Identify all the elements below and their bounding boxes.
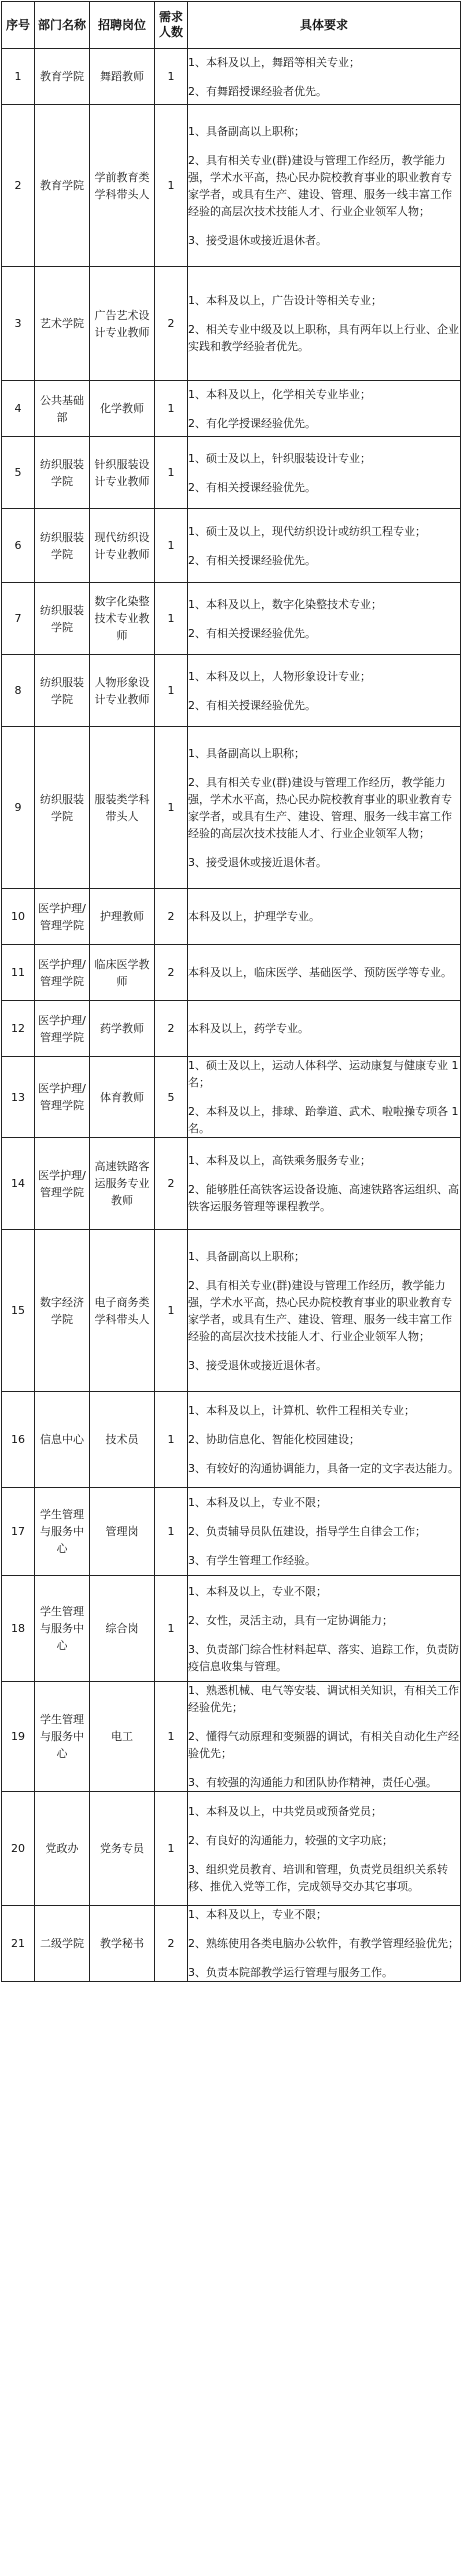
headcount: 1 <box>155 727 188 889</box>
table-header <box>2 2 461 49</box>
row-number: 19 <box>2 1682 35 1792</box>
requirement-line: 1、本科及以上，人物形象设计专业； <box>188 669 371 683</box>
table-row <box>2 509 461 583</box>
row-number: 15 <box>2 1230 35 1392</box>
headcount: 2 <box>155 889 188 945</box>
requirement-line: 1、具备副高以上职称； <box>188 124 305 138</box>
requirement-line: 1、本科及以上，高铁乘务服务专业； <box>188 1154 371 1167</box>
position-name: 技术员 <box>90 1392 155 1488</box>
table-row <box>2 1230 461 1392</box>
requirement-line: 3、接受退休或接近退休者。 <box>188 233 327 247</box>
headcount: 2 <box>155 1001 188 1057</box>
requirement-line: 1、本科及以上，化学相关专业毕业； <box>188 387 371 401</box>
requirements-cell <box>188 1230 461 1392</box>
headcount: 1 <box>155 381 188 437</box>
requirement-line: 1、具备副高以上职称； <box>188 1249 305 1263</box>
department-name: 医学护理/管理学院 <box>35 1138 90 1230</box>
requirements-cell <box>188 509 461 583</box>
row-number: 16 <box>2 1392 35 1488</box>
headcount: 2 <box>155 945 188 1001</box>
row-number: 17 <box>2 1488 35 1576</box>
table-row <box>2 1488 461 1576</box>
row-number: 12 <box>2 1001 35 1057</box>
department-name: 学生管理与服务中心 <box>35 1488 90 1576</box>
requirements-cell <box>188 1392 461 1488</box>
table-row <box>2 1682 461 1792</box>
position-name: 药学教师 <box>90 1001 155 1057</box>
headcount: 1 <box>155 655 188 727</box>
requirement-line: 2、具有相关专业(群)建设与管理工作经历，教学能力强，学术水平高，热心民办院校教育事业的职业教育专家学者，或具有生产、建设、管理、服务一线丰富工作经验的高层次技术技能人才、行业企业领军人物； <box>188 153 452 218</box>
requirement-line: 2、有相关授课经验优先。 <box>188 626 316 640</box>
requirements-cell <box>188 1792 461 1906</box>
table-row <box>2 583 461 655</box>
headcount: 1 <box>155 509 188 583</box>
department-name: 纺织服装学院 <box>35 583 90 655</box>
row-number: 6 <box>2 509 35 583</box>
requirements-cell <box>188 583 461 655</box>
headcount: 1 <box>155 1488 188 1576</box>
headcount: 1 <box>155 437 188 509</box>
requirement-line: 2、能够胜任高铁客运设备设施、高速铁路客运组织、高铁客运服务管理等课程教学。 <box>188 1183 459 1213</box>
header-dept: 部门名称 <box>35 2 90 49</box>
requirement-line: 3、有较强的沟通能力和团队协作精神，责任心强。 <box>188 1776 437 1789</box>
requirement-line: 1、具备副高以上职称； <box>188 746 305 760</box>
recruitment-table <box>1 1 461 1982</box>
requirements-cell <box>188 267 461 381</box>
requirement-line: 3、负责部门综合性材料起草、落实、追踪工作，负责防疫信息收集与管理。 <box>188 1642 459 1673</box>
table-row <box>2 1057 461 1138</box>
row-number: 9 <box>2 727 35 889</box>
position-name: 临床医学教师 <box>90 945 155 1001</box>
requirements-cell <box>188 105 461 267</box>
row-number: 18 <box>2 1576 35 1682</box>
table-row <box>2 267 461 381</box>
requirement-line: 2、负责辅导员队伍建设，指导学生自律会工作； <box>188 1525 426 1538</box>
department-name: 医学护理/管理学院 <box>35 889 90 945</box>
requirement-line: 1、本科及以上，计算机、软件工程相关专业； <box>188 1404 415 1417</box>
requirement-line: 1、硕士及以上，现代纺织设计或纺织工程专业； <box>188 524 426 538</box>
table-row <box>2 49 461 105</box>
position-name: 现代纺织设计专业教师 <box>90 509 155 583</box>
requirements-cell <box>188 49 461 105</box>
headcount: 1 <box>155 1792 188 1906</box>
table-row <box>2 381 461 437</box>
requirements-cell <box>188 1576 461 1682</box>
requirement-line: 3、接受退休或接近退休者。 <box>188 855 327 869</box>
header-requirements: 具体要求 <box>188 2 461 49</box>
table-row <box>2 1906 461 1982</box>
position-name: 数字化染整技术专业教师 <box>90 583 155 655</box>
requirement-line: 1、本科及以上，广告设计等相关专业； <box>188 294 382 307</box>
headcount: 1 <box>155 1682 188 1792</box>
requirement-line: 1、本科及以上，舞蹈等相关专业； <box>188 55 360 69</box>
requirement-line: 2、有相关授课经验优先。 <box>188 553 316 567</box>
department-name: 医学护理/管理学院 <box>35 945 90 1001</box>
department-name: 纺织服装学院 <box>35 437 90 509</box>
requirements-cell <box>188 381 461 437</box>
department-name: 纺织服装学院 <box>35 509 90 583</box>
position-name: 护理教师 <box>90 889 155 945</box>
department-name: 信息中心 <box>35 1392 90 1488</box>
requirement-line: 2、女性，灵活主动，具有一定协调能力； <box>188 1613 393 1627</box>
department-name: 教育学院 <box>35 105 90 267</box>
requirement-line: 本科及以上，护理学专业。 <box>188 910 320 923</box>
requirement-line: 1、本科及以上，数字化染整技术专业； <box>188 597 382 611</box>
requirements-cell <box>188 727 461 889</box>
row-number: 11 <box>2 945 35 1001</box>
row-number: 5 <box>2 437 35 509</box>
department-name: 医学护理/管理学院 <box>35 1001 90 1057</box>
requirements-cell <box>188 655 461 727</box>
requirement-line: 2、有化学授课经验优先。 <box>188 416 316 430</box>
row-number: 3 <box>2 267 35 381</box>
headcount: 1 <box>155 1576 188 1682</box>
requirement-line: 2、有舞蹈授课经验者优先。 <box>188 84 327 98</box>
header-count: 需求人数 <box>155 2 188 49</box>
department-name: 数字经济学院 <box>35 1230 90 1392</box>
position-name: 针织服装设计专业教师 <box>90 437 155 509</box>
table-row <box>2 1792 461 1906</box>
row-number: 1 <box>2 49 35 105</box>
department-name: 医学护理/管理学院 <box>35 1057 90 1138</box>
requirements-cell <box>188 945 461 1001</box>
position-name: 化学教师 <box>90 381 155 437</box>
department-name: 二级学院 <box>35 1906 90 1982</box>
requirement-line: 3、有较好的沟通协调能力，具备一定的文字表达能力。 <box>188 1462 459 1475</box>
requirement-line: 2、有良好的沟通能力，较强的文字功底； <box>188 1833 393 1847</box>
requirement-line: 2、本科及以上，排球、跆拳道、武术、啦啦操专项各 1 名。 <box>188 1105 459 1135</box>
requirements-cell <box>188 1906 461 1982</box>
requirement-line: 本科及以上，药学专业。 <box>188 1022 309 1035</box>
table-row <box>2 1138 461 1230</box>
table-row <box>2 1392 461 1488</box>
headcount: 2 <box>155 1906 188 1982</box>
requirement-line: 1、硕士及以上，运动人体科学、运动康复与健康专业 1 名； <box>188 1059 459 1089</box>
requirement-line: 本科及以上，临床医学、基础医学、预防医学等专业。 <box>188 966 452 979</box>
table-row <box>2 105 461 267</box>
headcount: 1 <box>155 1230 188 1392</box>
position-name: 党务专员 <box>90 1792 155 1906</box>
table-row <box>2 945 461 1001</box>
row-number: 14 <box>2 1138 35 1230</box>
row-number: 2 <box>2 105 35 267</box>
table-row <box>2 655 461 727</box>
requirement-line: 1、本科及以上，中共党员或预备党员； <box>188 1804 382 1818</box>
position-name: 教学秘书 <box>90 1906 155 1982</box>
position-name: 综合岗 <box>90 1576 155 1682</box>
headcount: 1 <box>155 583 188 655</box>
department-name: 纺织服装学院 <box>35 727 90 889</box>
row-number: 21 <box>2 1906 35 1982</box>
requirements-cell <box>188 1488 461 1576</box>
position-name: 管理岗 <box>90 1488 155 1576</box>
headcount: 1 <box>155 105 188 267</box>
requirement-line: 1、本科及以上，专业不限； <box>188 1584 327 1598</box>
headcount: 2 <box>155 267 188 381</box>
table-row <box>2 1001 461 1057</box>
requirement-line: 3、负责本院部教学运行管理与服务工作。 <box>188 1966 393 1979</box>
requirements-cell <box>188 1057 461 1138</box>
requirement-line: 2、具有相关专业(群)建设与管理工作经历，教学能力强，学术水平高，热心民办院校教育事业的职业教育专家学者，或具有生产、建设、管理、服务一线丰富工作经验的高层次技术技能人才、行业企业领军人物； <box>188 775 452 840</box>
table-row <box>2 437 461 509</box>
position-name: 广告艺术设计专业教师 <box>90 267 155 381</box>
requirement-line: 1、熟悉机械、电气等安装、调试相关知识，有相关工作经验优先； <box>188 1684 459 1714</box>
department-name: 学生管理与服务中心 <box>35 1682 90 1792</box>
requirement-line: 2、有相关授课经验优先。 <box>188 698 316 712</box>
requirement-line: 2、懂得气动原理和变频器的调试，有相关自动化生产经验优先； <box>188 1730 459 1760</box>
requirements-cell <box>188 889 461 945</box>
headcount: 1 <box>155 49 188 105</box>
headcount: 1 <box>155 1392 188 1488</box>
department-name: 艺术学院 <box>35 267 90 381</box>
table-body <box>2 49 461 1982</box>
requirements-cell <box>188 1001 461 1057</box>
requirement-line: 3、有学生管理工作经验。 <box>188 1554 316 1567</box>
requirement-line: 2、具有相关专业(群)建设与管理工作经历，教学能力强，学术水平高，热心民办院校教育事业的职业教育专家学者，或具有生产、建设、管理、服务一线丰富工作经验的高层次技术技能人才、行业企业领军人物； <box>188 1278 452 1343</box>
requirement-line: 3、接受退休或接近退休者。 <box>188 1358 327 1372</box>
position-name: 体育教师 <box>90 1057 155 1138</box>
row-number: 4 <box>2 381 35 437</box>
requirements-cell <box>188 1682 461 1792</box>
requirement-line: 2、相关专业中级及以上职称，具有两年以上行业、企业实践和教学经验者优先。 <box>188 323 459 353</box>
department-name: 纺织服装学院 <box>35 655 90 727</box>
requirements-cell <box>188 437 461 509</box>
requirement-line: 1、硕士及以上，针织服装设计专业； <box>188 451 371 465</box>
row-number: 8 <box>2 655 35 727</box>
department-name: 教育学院 <box>35 49 90 105</box>
position-name: 舞蹈教师 <box>90 49 155 105</box>
requirement-line: 1、本科及以上，专业不限； <box>188 1496 327 1509</box>
header-post: 招聘岗位 <box>90 2 155 49</box>
row-number: 7 <box>2 583 35 655</box>
requirement-line: 1、本科及以上，专业不限； <box>188 1908 327 1921</box>
position-name: 高速铁路客运服务专业教师 <box>90 1138 155 1230</box>
department-name: 党政办 <box>35 1792 90 1906</box>
requirement-line: 3、组织党员教育、培训和管理，负责党员组织关系转移、推优入党等工作，完成领导交办其它事项。 <box>188 1862 448 1893</box>
position-name: 学前教育类学科带头人 <box>90 105 155 267</box>
department-name: 学生管理与服务中心 <box>35 1576 90 1682</box>
table-row <box>2 1576 461 1682</box>
position-name: 人物形象设计专业教师 <box>90 655 155 727</box>
row-number: 13 <box>2 1057 35 1138</box>
position-name: 电子商务类学科带头人 <box>90 1230 155 1392</box>
requirement-line: 2、协助信息化、智能化校园建设； <box>188 1433 360 1446</box>
requirement-line: 2、有相关授课经验优先。 <box>188 480 316 494</box>
position-name: 电工 <box>90 1682 155 1792</box>
table-row <box>2 889 461 945</box>
position-name: 服装类学科带头人 <box>90 727 155 889</box>
headcount: 5 <box>155 1057 188 1138</box>
table-row <box>2 727 461 889</box>
requirements-cell <box>188 1138 461 1230</box>
headcount: 2 <box>155 1138 188 1230</box>
header-row <box>2 2 461 49</box>
row-number: 20 <box>2 1792 35 1906</box>
requirement-line: 2、熟练使用各类电脑办公软件，有教学管理经验优先； <box>188 1937 459 1950</box>
header-no: 序号 <box>2 2 35 49</box>
row-number: 10 <box>2 889 35 945</box>
department-name: 公共基础部 <box>35 381 90 437</box>
